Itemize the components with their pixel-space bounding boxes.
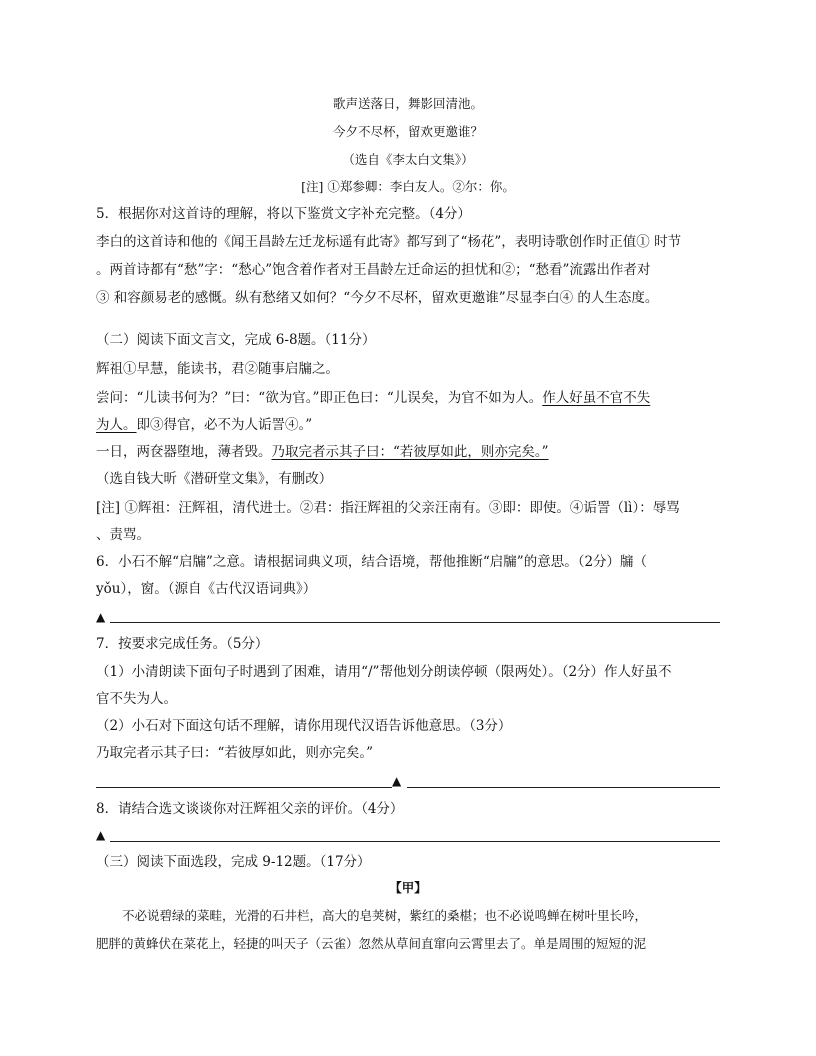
answer-line-q8[interactable] xyxy=(110,841,720,842)
classical-text-source: （选自钱大昕《潜研堂文集》，有删改） xyxy=(96,471,333,487)
underlined-sentence-part-2: 为人。 xyxy=(96,417,137,433)
section-2-heading: （二）阅读下面文言文，完成 6-8题。（11分） xyxy=(96,332,376,348)
excerpt-para-line-1: 不必说碧绿的菜畦，光滑的石井栏，高大的皂荚树，紫红的桑椹；也不必说鸣蝉在树叶里长吟， xyxy=(122,908,648,923)
classical-text-note-1: [注] ①辉祖：汪辉祖，清代进士。②君：指汪辉祖的父亲汪南有。③即：即使。④诟詈（lì）：辱骂 xyxy=(96,500,680,516)
poem-line-2: 今夕不尽杯，留欢更邀谁？ xyxy=(332,124,483,139)
excerpt-para-line-2: 肥胖的黄蜂伏在菜花上，轻捷的叫天子（云雀）忽然从草间直窜向云霄里去了。单是周围的短短的泥 xyxy=(96,936,647,951)
question-7-sub-2: （2）小石对下面这句话不理解，请你用现代汉语告诉他意思。（3分） xyxy=(96,718,512,734)
answer-line-q7-left[interactable] xyxy=(96,787,392,788)
poem-line-1: 歌声送落日，舞影回清池。 xyxy=(332,96,483,111)
answer-line-q7-right[interactable] xyxy=(407,787,720,788)
question-7-sub-1-line-2: 官不失为人。 xyxy=(96,691,177,707)
classical-text-para-4-plain: 一日，两奁器堕地，薄者毁。 xyxy=(96,444,272,460)
classical-text-note-2: 、责骂。 xyxy=(96,527,150,543)
classical-text-para-3 xyxy=(96,415,720,435)
classical-text-para-3-plain: 即③得官，必不为人诟詈④。” xyxy=(136,417,313,433)
question-6-line-2: yǒu），窗。（源自《古代汉语词典》） xyxy=(96,581,317,597)
answer-line-q6[interactable] xyxy=(110,622,720,623)
classical-text-para-1: 辉祖①早慧，能读书，君②随事启牖之。 xyxy=(96,361,339,377)
question-6-line-1: 6．小石不解“启牖”之意。请根据词典义项，结合语境，帮他推断“启牖”的意思。（2分）牖（ xyxy=(96,554,648,570)
classical-text-para-2-plain: 尝问：“儿读书何为？”曰：“欲为官。”即正色曰：“儿误矣，为官不如为人。 xyxy=(96,390,543,406)
answer-marker-q7: ▲ xyxy=(392,774,402,788)
question-5-line-1: 李白的这首诗和他的《闻王昌龄左迁龙标遥有此寄》都写到了“杨花”，表明诗歌创作时正值① 时节 xyxy=(96,234,682,250)
poem-source: （选自《李太白文集》） xyxy=(342,152,474,167)
question-7-sub-1-line-1: （1）小清朗读下面句子时遇到了困难，请用“/”帮他划分朗读停顿（限两处）。（2分）作人好虽不 xyxy=(96,664,672,680)
question-7-prompt: 7．按要求完成任务。（5分） xyxy=(96,636,269,652)
classical-text-para-2 xyxy=(96,388,720,408)
underlined-sentence-part-1: 作人好虽不官不失 xyxy=(542,390,651,406)
section-3-heading: （三）阅读下面选段，完成 9-12题。（17分） xyxy=(96,854,371,870)
poem-note: [注] ①郑参卿：李白友人。②尔：你。 xyxy=(301,179,515,194)
answer-marker-q6: ▲ xyxy=(96,610,106,624)
excerpt-label: 【甲】 xyxy=(389,880,427,895)
question-7-sub-2-quote: 乃取完者示其子曰：“若彼厚如此，则亦完矣。” xyxy=(96,745,374,761)
answer-marker-q8: ▲ xyxy=(96,828,106,842)
question-5-line-2: 。两首诗都有“愁”字：“愁心”饱含着作者对王昌龄左迁命运的担忧和②；“愁看”流露出作者对 xyxy=(96,262,651,278)
classical-text-para-4 xyxy=(96,442,720,462)
question-5-prompt: 5．根据你对这首诗的理解，将以下鉴赏文字补充完整。（4分） xyxy=(96,206,471,222)
underlined-sentence-3: 乃取完者示其子曰：“若彼厚如此，则亦完矣。” xyxy=(271,444,549,460)
question-5-line-3: ③ 和容颜易老的感慨。纵有愁绪又如何？“今夕不尽杯，留欢更邀谁”尽显李白④ 的人生态度。 xyxy=(96,290,659,306)
question-8-prompt: 8．请结合选文谈谈你对汪辉祖父亲的评价。（4分） xyxy=(96,801,404,817)
